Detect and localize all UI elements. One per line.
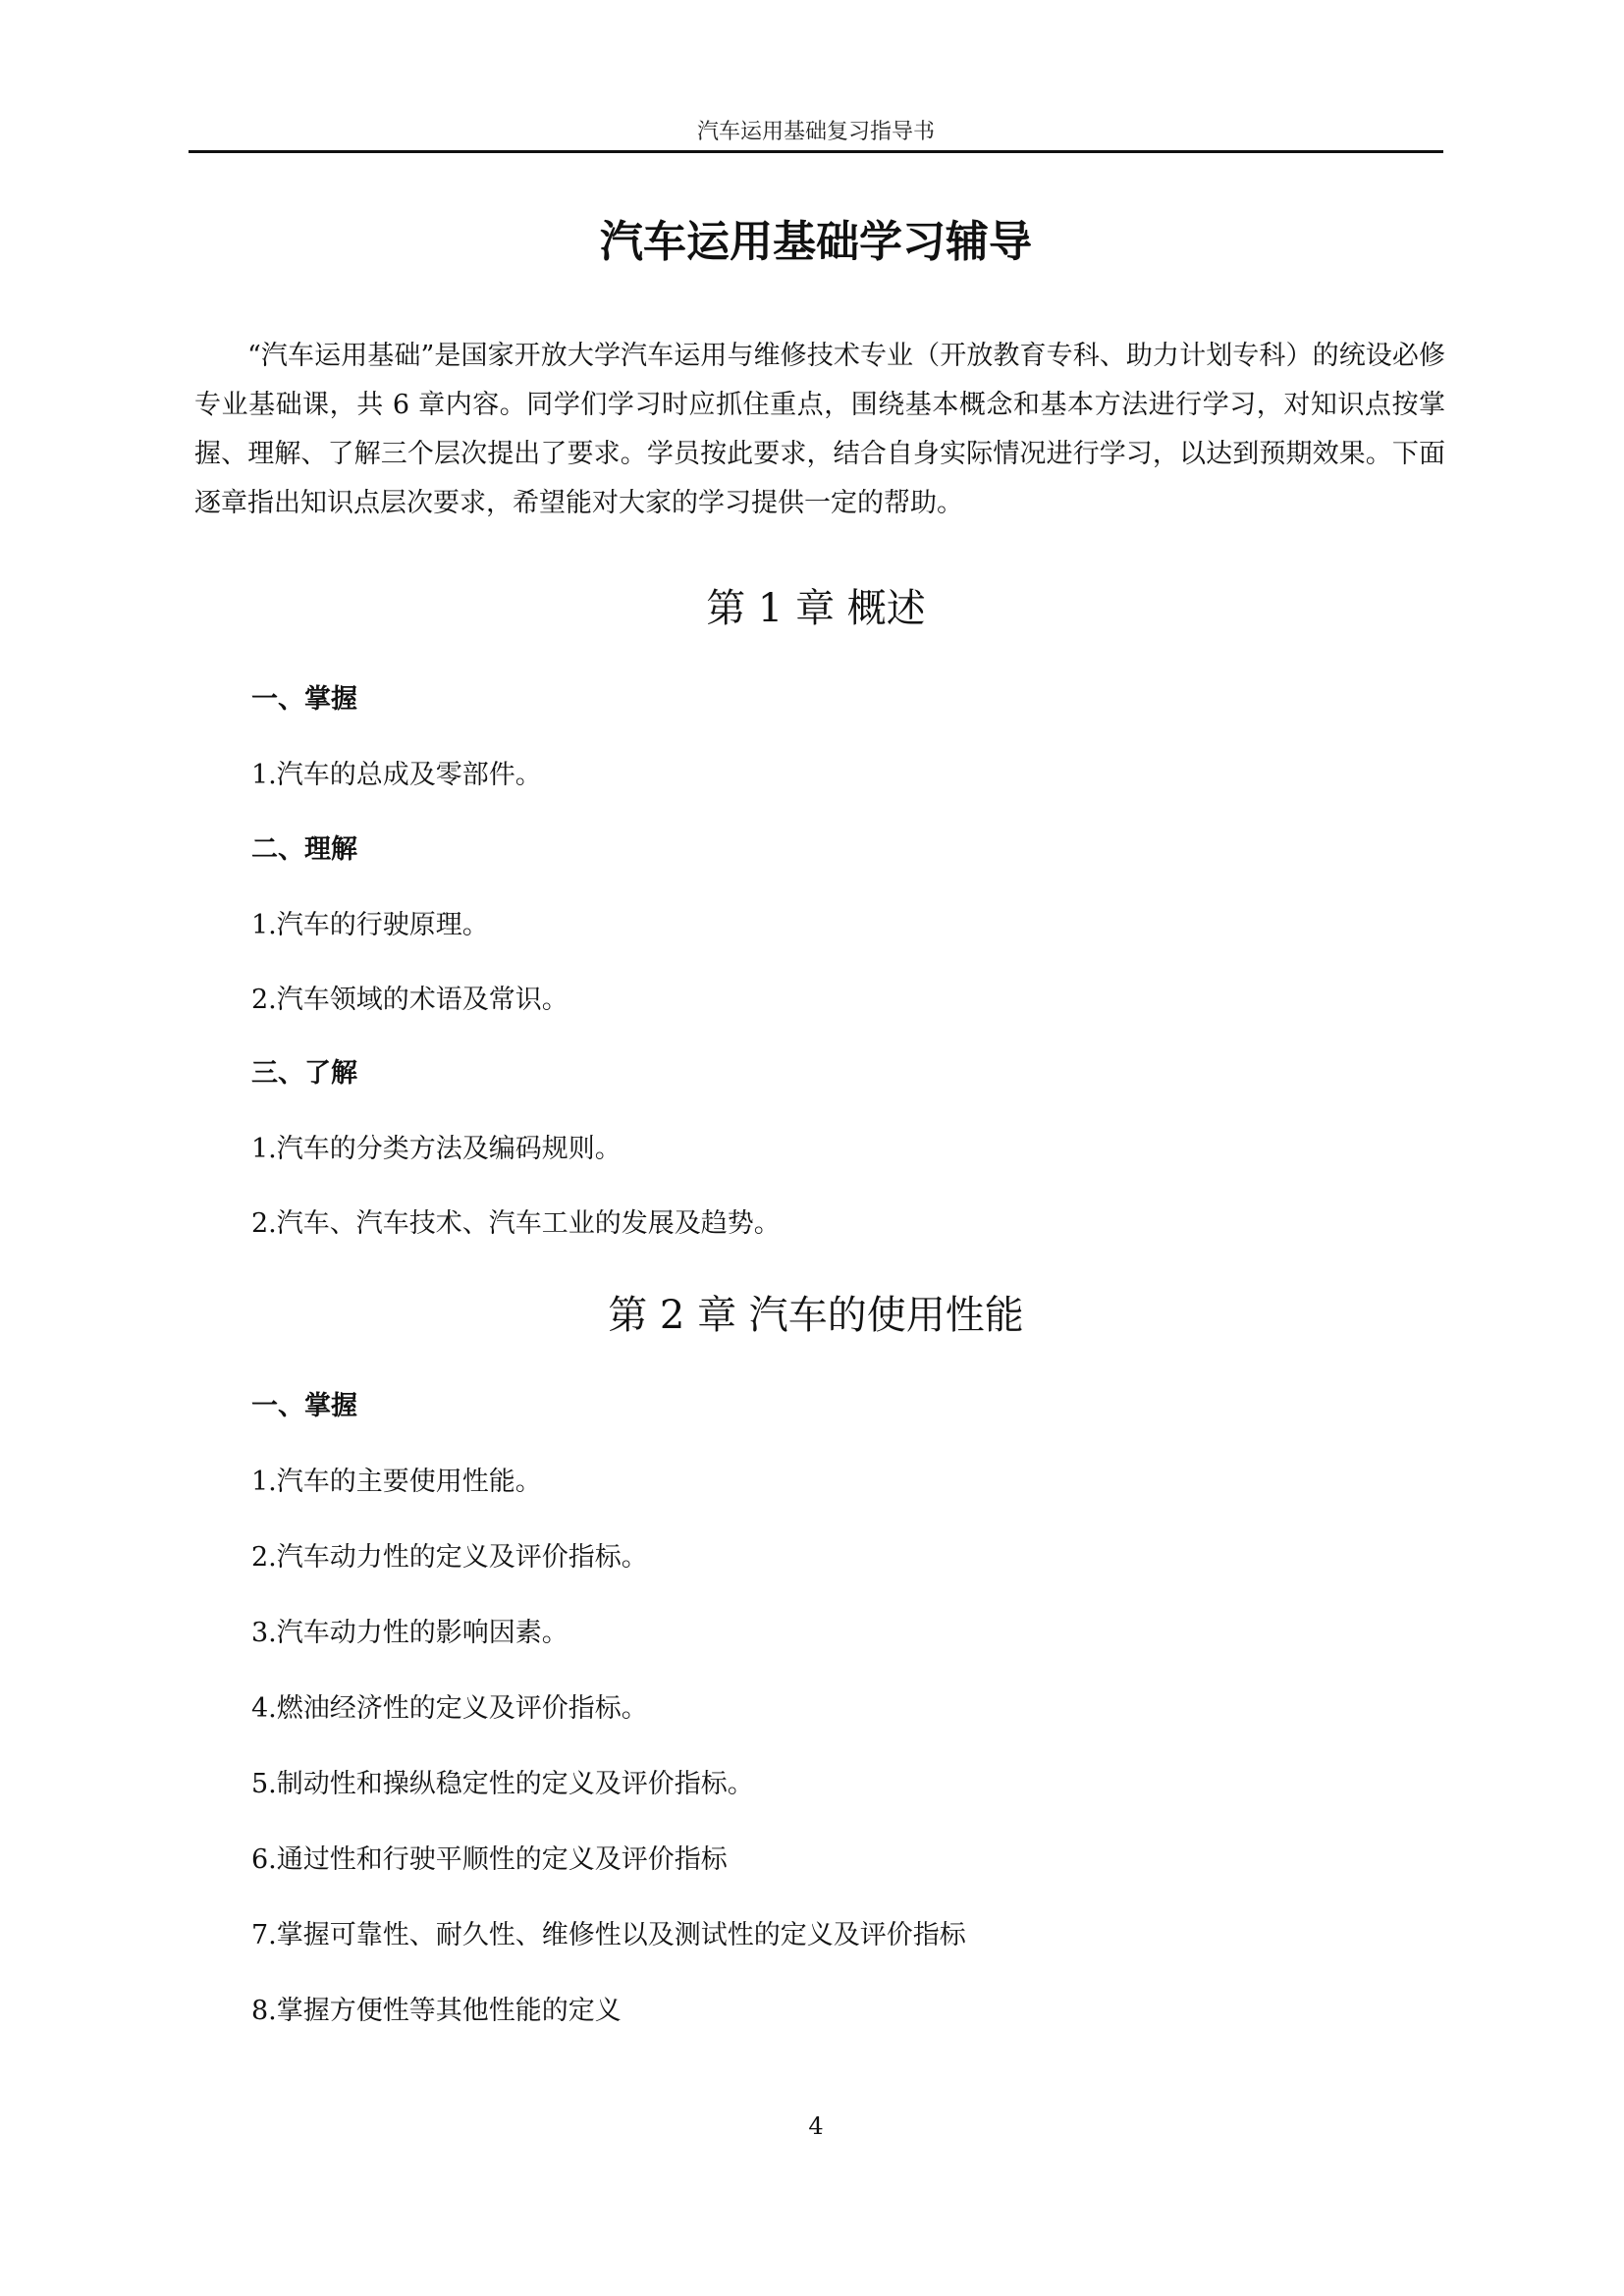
chapter-2-heading: 第 2 章 汽车的使用性能 (608, 1293, 1024, 1338)
header-rule (189, 150, 1443, 153)
ch1-understand-item-1: 1.汽车的行驶原理。 (251, 910, 489, 940)
ch1-master-item-1: 1.汽车的总成及零部件。 (251, 760, 542, 790)
ch2-master-item-5: 5.制动性和操纵稳定性的定义及评价指标。 (251, 1769, 754, 1799)
ch1-know-item-1: 1.汽车的分类方法及编码规则。 (251, 1134, 622, 1164)
document-title: 汽车运用基础学习辅导 (600, 217, 1032, 267)
ch2-master-item-4: 4.燃油经济性的定义及评价指标。 (251, 1693, 648, 1724)
ch2-section-master-heading: 一、掌握 (251, 1391, 357, 1421)
chapter-1-heading: 第 1 章 概述 (706, 586, 926, 631)
ch1-understand-item-2: 2.汽车领域的术语及常识。 (251, 985, 568, 1015)
ch2-master-item-2: 2.汽车动力性的定义及评价指标。 (251, 1542, 648, 1573)
ch2-master-item-7: 7.掌握可靠性、耐久性、维修性以及测试性的定义及评价指标 (251, 1920, 966, 1950)
ch1-section-know-heading: 三、了解 (251, 1058, 357, 1089)
ch1-section-understand-heading: 二、理解 (251, 834, 357, 865)
ch2-master-item-1: 1.汽车的主要使用性能。 (251, 1467, 542, 1497)
intro-paragraph: “汽车运用基础”是国家开放大学汽车运用与维修技术专业（开放教育专科、助力计划专科）的统设必修专业基础课，共 6 章内容。同学们学习时应抓住重点，围绕基本概念和基本方法进行学习，对知识点按掌握、理解、了解三个层次提出了要求。学员按此要求，结合自身实际情况进行学习，以达到预期效果。下面逐章指出知识点层次要求，希望能对大家的学习提供一定的帮助。 (194, 341, 1445, 518)
ch1-know-item-2: 2.汽车、汽车技术、汽车工业的发展及趋势。 (251, 1208, 781, 1239)
running-header: 汽车运用基础复习指导书 (696, 120, 935, 144)
page-number: 4 (808, 2112, 824, 2140)
ch2-master-item-6: 6.通过性和行驶平顺性的定义及评价指标 (251, 1844, 728, 1875)
ch2-master-item-3: 3.汽车动力性的影响因素。 (251, 1618, 568, 1648)
ch2-master-item-8: 8.掌握方便性等其他性能的定义 (251, 1996, 622, 2026)
ch1-section-master-heading: 一、掌握 (251, 684, 357, 715)
